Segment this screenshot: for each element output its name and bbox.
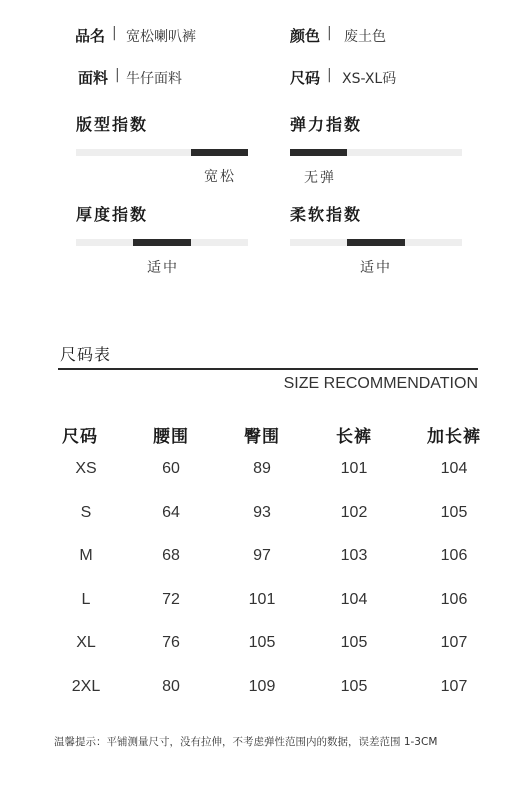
stretch-index-fill: [290, 149, 347, 156]
size-table-divider: [58, 368, 478, 370]
thickness-index-fill: [133, 239, 191, 246]
softness-index-fill: [347, 239, 405, 246]
size-table-cell: 105: [440, 504, 468, 521]
color-separator: |: [327, 25, 332, 41]
stretch-index-title: 弹力指数: [290, 115, 363, 134]
size-table-cell: 97: [253, 547, 271, 564]
stretch-index-label: 无弹: [304, 170, 336, 186]
size-table-cell: 106: [440, 591, 468, 608]
size-table-cell: 72: [162, 591, 180, 608]
size-table-header: 臀围: [244, 427, 280, 447]
size-table-cell: 106: [440, 547, 468, 564]
size-table-subtitle: SIZE RECOMMENDATION: [283, 375, 478, 392]
color-key: 颜色: [290, 27, 321, 45]
fit-index-fill: [191, 149, 248, 156]
size-key: 尺码: [290, 69, 321, 87]
stretch-index-track: [290, 149, 462, 156]
thickness-index-title: 厚度指数: [76, 205, 149, 224]
size-table-cell: 68: [162, 547, 180, 564]
size-table-cell: 76: [162, 634, 180, 651]
size-table-cell: 89: [253, 460, 271, 477]
size-table-cell: 103: [340, 547, 368, 564]
size-table-cell: 101: [340, 460, 368, 477]
size-table-header: 加长裤: [427, 427, 481, 447]
size-table-header: 尺码: [62, 427, 98, 447]
size-table-size-cell: XS: [75, 460, 97, 477]
size-table-cell: 105: [248, 634, 276, 651]
size-table-size-cell: XL: [76, 634, 96, 651]
size-table-cell: 64: [162, 504, 180, 521]
size-table-cell: 107: [440, 678, 468, 695]
size-table-header: 腰围: [153, 427, 189, 447]
size-table-cell: 107: [440, 634, 468, 651]
size-table-cell: 93: [253, 504, 271, 521]
size-table-cell: 105: [340, 634, 368, 651]
size-value: XS-XL码: [342, 71, 397, 87]
size-table-cell: 80: [162, 678, 180, 695]
size-table-cell: 60: [162, 460, 180, 477]
size-table-size-cell: 2XL: [71, 678, 101, 695]
softness-index-label: 适中: [360, 260, 392, 276]
size-separator: |: [327, 67, 332, 83]
size-table-cell: 101: [248, 591, 276, 608]
color-value: 废土色: [344, 29, 386, 45]
fabric-separator: |: [115, 67, 120, 83]
size-table-size-cell: M: [79, 547, 93, 564]
size-table-cell: 104: [440, 460, 468, 477]
product-name-separator: |: [112, 25, 117, 41]
thickness-index-label: 适中: [147, 260, 179, 276]
size-table-cell: 104: [340, 591, 368, 608]
softness-index-track: [290, 239, 462, 246]
product-name-value: 宽松喇叭裤: [126, 29, 196, 45]
size-table-header: 长裤: [336, 427, 372, 447]
size-table-size-cell: S: [80, 504, 92, 521]
measurement-note: 温馨提示：平铺测量尺寸，没有拉伸，不考虑弹性范围内的数据，误差范围 1-3CM: [54, 736, 438, 748]
size-table-cell: 105: [340, 678, 368, 695]
fabric-value: 牛仔面料: [126, 71, 182, 87]
thickness-index-track: [76, 239, 248, 246]
size-table-cell: 109: [248, 678, 276, 695]
fit-index-label: 宽松: [204, 169, 236, 185]
softness-index-title: 柔软指数: [290, 205, 363, 224]
size-table-title: 尺码表: [60, 345, 112, 364]
product-name-key: 品名: [75, 27, 106, 45]
fit-index-title: 版型指数: [76, 115, 149, 134]
size-table-size-cell: L: [81, 591, 91, 608]
size-table-cell: 102: [340, 504, 368, 521]
fabric-key: 面料: [78, 69, 109, 87]
fit-index-track: [76, 149, 248, 156]
